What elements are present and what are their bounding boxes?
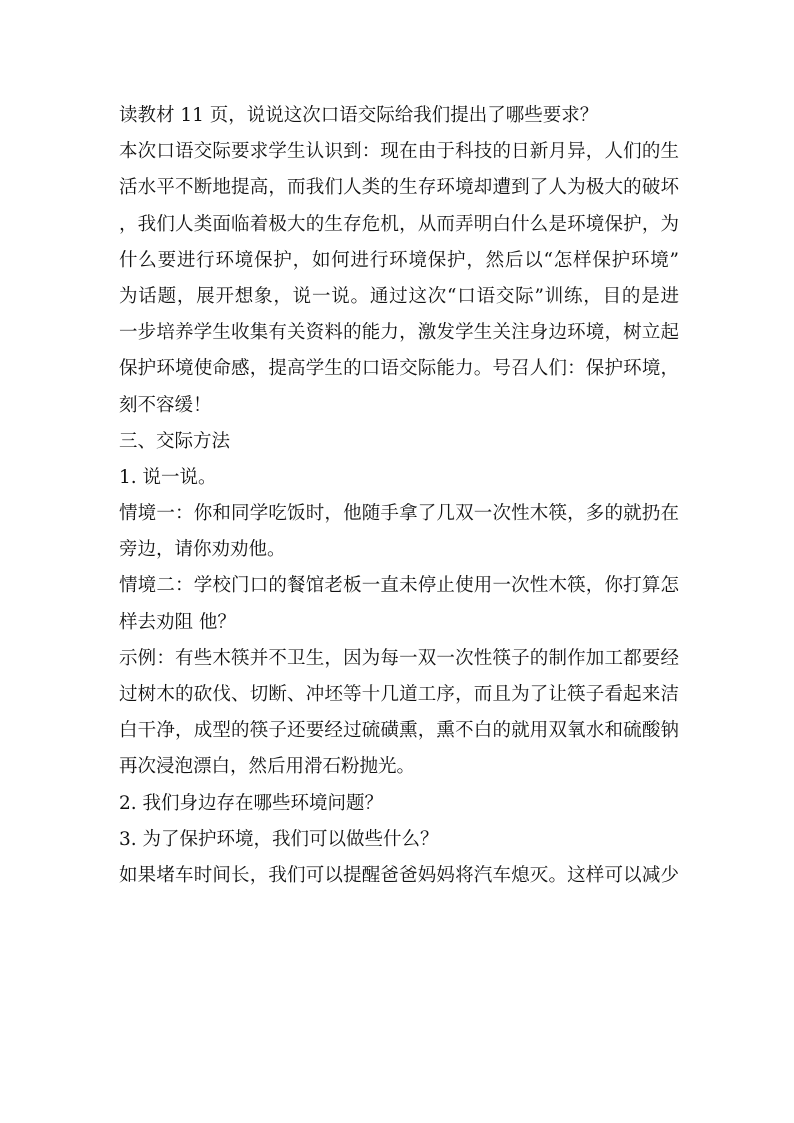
question-line: 读教材 11 页，说说这次口语交际给我们提出了哪些要求？ xyxy=(119,105,599,126)
paragraph-line: ，我们人类面临着极大的生存危机，从而弄明白什么是环境保护，为 xyxy=(119,213,679,235)
scenario-line: 情境二：学校门口的餐馆老板一直未停止使用一次性木筷，你打算怎 xyxy=(119,575,679,597)
paragraph-line: 什么要进行环境保护，如何进行环境保护，然后以“怎样保护环境” xyxy=(119,249,679,271)
scenario-line: 样去劝阻 他？ xyxy=(119,611,236,633)
list-item-heading: 3. 为了保护环境，我们可以做些什么？ xyxy=(119,828,439,850)
scenario-line: 旁边，请你劝劝他。 xyxy=(119,539,286,561)
example-line: 过树木的砍伐、切断、冲坯等十几道工序，而且为了让筷子看起来洁 xyxy=(119,684,679,705)
paragraph-line: 一步培养学生收集有关资料的能力，激发学生关注身边环境，树立起 xyxy=(119,322,679,344)
list-item-heading: 1. 说一说。 xyxy=(119,466,217,488)
paragraph-line: 活水平不断地提高，而我们人类的生存环境却遭到了人为极大的破坏 xyxy=(119,177,679,199)
example-line: 白干净，成型的筷子还要经过硫磺熏，熏不白的就用双氧水和硫酸钠 xyxy=(119,720,679,742)
document-body xyxy=(119,98,679,894)
paragraph-line: 为话题，展开想象，说一说。通过这次“口语交际”训练，目的是进 xyxy=(119,285,679,307)
paragraph-line: 保护环境使命感，提高学生的口语交际能力。号召人们：保护环境， xyxy=(119,358,679,380)
paragraph-line: 如果堵车时间长，我们可以提醒爸爸妈妈将汽车熄灭。这样可以减少 xyxy=(119,864,679,886)
section-heading: 三、交际方法 xyxy=(119,430,231,452)
paragraph-line: 刻不容缓！ xyxy=(119,394,212,416)
paragraph-line: 本次口语交际要求学生认识到：现在由于科技的日新月异，人们的生 xyxy=(119,141,679,163)
list-item-heading: 2. 我们身边存在哪些环境问题？ xyxy=(119,792,384,814)
example-line: 再次浸泡漂白，然后用滑石粉抛光。 xyxy=(119,756,416,778)
scenario-line: 情境一：你和同学吃饭时，他随手拿了几双一次性木筷，多的就扔在 xyxy=(119,503,679,525)
example-line: 示例：有些木筷并不卫生，因为每一双一次性筷子的制作加工都要经 xyxy=(119,647,679,669)
